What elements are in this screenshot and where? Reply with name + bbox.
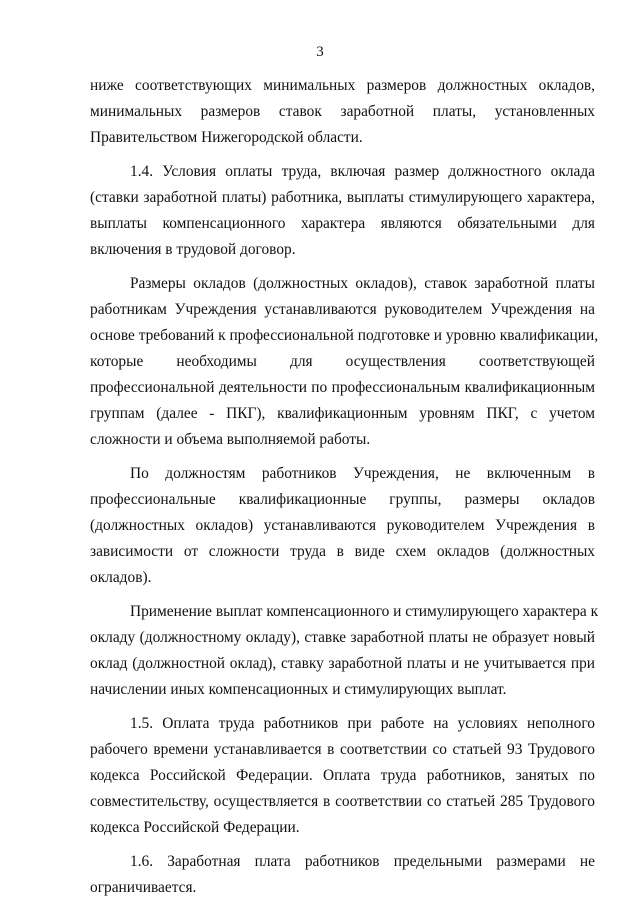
text-line: включения в трудовой договор. <box>90 241 296 258</box>
paragraph-1-4 <box>90 159 595 263</box>
text-line: (должностных окладов) устанавливаются руководителем Учреждения в <box>90 517 595 534</box>
text-line: группам (далее - ПКГ), квалификационным уровням ПКГ, с учетом <box>90 405 595 422</box>
text-line: окладу (должностному окладу), ставке заработной платы не образует новый <box>90 629 595 646</box>
text-line: профессиональные квалификационные группы, размеры окладов <box>90 491 595 508</box>
text-line: сложности и объема выполняемой работы. <box>90 431 371 448</box>
page-number: 3 <box>316 44 324 60</box>
text-line: ограничивается. <box>90 879 197 896</box>
text-line: работникам Учреждения устанавливаются руководителем Учреждения на <box>90 301 595 318</box>
paragraph-1-6 <box>90 849 595 901</box>
text-line: окладов). <box>90 569 152 586</box>
text-line: минимальных размеров ставок заработной платы, установленных <box>90 103 595 120</box>
text-line: которые необходимы для осуществления соответствующей <box>90 353 595 370</box>
text-line: оклад (должностной оклад), ставку заработной платы и не учитывается при <box>90 655 595 672</box>
text-line: По должностям работников Учреждения, не включенным в <box>130 465 595 482</box>
text-line: основе требований к профессиональной подготовке и уровню квалификации, <box>90 327 599 344</box>
text-line: совместительству, осуществляется в соответствии со статьей 285 Трудового <box>90 793 595 810</box>
text-line: рабочего времени устанавливается в соответствии со статьей 93 Трудового <box>90 741 595 758</box>
text-line: 1.4. Условия оплаты труда, включая размер должностного оклада <box>130 163 595 180</box>
text-line: Применение выплат компенсационного и стимулирующего характера к <box>130 603 599 620</box>
paragraph-continuation <box>90 73 595 151</box>
text-line: ниже соответствующих минимальных размеров должностных окладов, <box>90 77 595 94</box>
paragraph-salary-sizes <box>90 271 599 453</box>
text-line: кодекса Российской Федерации. <box>90 819 300 836</box>
paragraph-payments <box>90 599 599 703</box>
text-line: профессиональной деятельности по профессиональным квалификационным <box>90 379 595 396</box>
text-line: 1.5. Оплата труда работников при работе на условиях неполного <box>130 715 595 732</box>
text-line: выплаты компенсационного характера являются обязательными для <box>90 215 595 232</box>
text-line: начислении иных компенсационных и стимулирующих выплат. <box>90 681 507 698</box>
paragraph-1-5 <box>90 711 595 841</box>
text-line: (ставки заработной платы) работника, выплаты стимулирующего характера, <box>90 189 595 206</box>
text-line: зависимости от сложности труда в виде схем окладов (должностных <box>90 543 595 560</box>
paragraph-positions <box>90 461 595 591</box>
text-line: Размеры окладов (должностных окладов), ставок заработной платы <box>130 275 595 292</box>
document-body <box>90 73 599 909</box>
text-line: Правительством Нижегородской области. <box>90 129 363 146</box>
text-line: кодекса Российской Федерации. Оплата труда работников, занятых по <box>90 767 595 784</box>
text-line: 1.6. Заработная плата работников предельными размерами не <box>130 853 595 870</box>
